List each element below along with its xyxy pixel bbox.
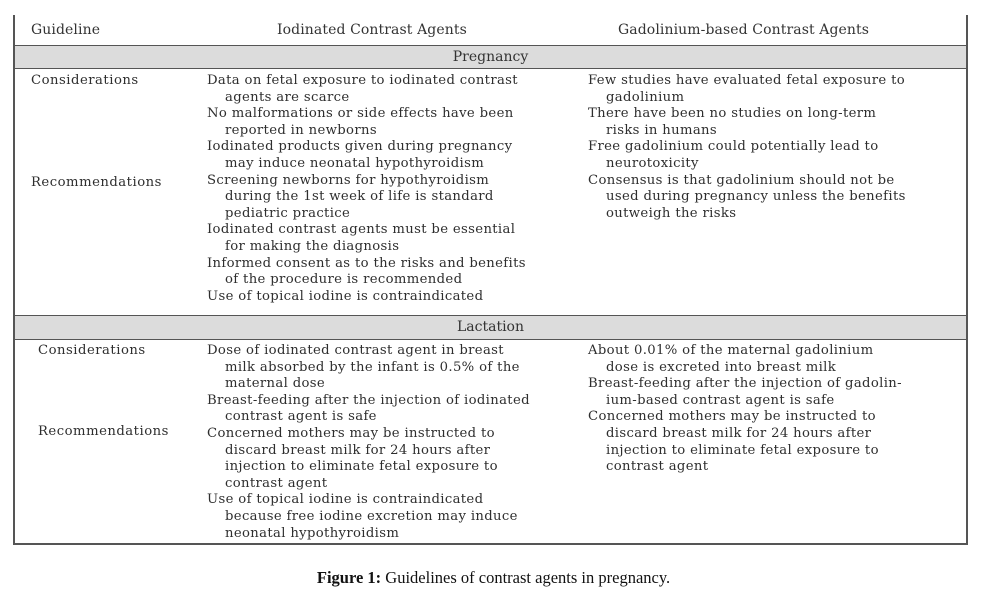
guideline-text-line: dose is excreted into breast milk — [606, 359, 837, 375]
guidelines-table — [13, 15, 968, 545]
figure-caption-label: Figure 1: — [316, 568, 382, 587]
guideline-entry — [207, 492, 530, 542]
guideline-entry — [207, 222, 526, 255]
guideline-entry — [588, 73, 906, 106]
guideline-text-line: agents are scarce — [225, 89, 350, 105]
guideline-text-line: Informed consent as to the risks and benefits — [207, 255, 526, 271]
section-title-pregnancy: Pregnancy — [452, 49, 529, 65]
guideline-text-line: Dose of iodinated contrast agent in breast — [207, 343, 504, 358]
guideline-entry — [207, 393, 530, 426]
guideline-text-line: Use of topical iodine is contraindicated — [207, 288, 484, 304]
guideline-text-line: Consensus is that gadolinium should not be — [588, 172, 895, 188]
guideline-entry — [588, 106, 906, 139]
guideline-text-line: outweigh the risks — [606, 205, 737, 221]
guideline-text-line: reported in newborns — [225, 122, 377, 138]
figure-caption — [0, 568, 987, 588]
guideline-text-line: risks in humans — [606, 122, 718, 138]
guideline-text-line: Concerned mothers may be instructed to — [588, 409, 876, 425]
section-title-lactation: Lactation — [456, 319, 524, 335]
guideline-entry — [207, 73, 526, 106]
lactation-considerations-label: Considerations — [38, 343, 146, 358]
guideline-text-line: neonatal hypothyroidism — [225, 525, 400, 541]
lactation-iodinated-cell — [207, 343, 530, 542]
guideline-entry — [207, 173, 526, 223]
guideline-text-line: Screening newborns for hypothyroidism — [207, 172, 490, 188]
guideline-text-line: discard breast milk for 24 hours after — [225, 442, 491, 458]
section-band-pregnancy — [15, 45, 966, 69]
guideline-text-line: Data on fetal exposure to iodinated contrast — [207, 73, 518, 88]
guideline-text-line: maternal dose — [225, 376, 326, 392]
figure-caption-text: Guidelines of contrast agents in pregnancy. — [381, 568, 671, 587]
guideline-text-line: Breast-feeding after the injection of gadolin- — [588, 376, 902, 392]
guideline-text-line: Concerned mothers may be instructed to — [207, 425, 495, 441]
guideline-text-line: ium-based contrast agent is safe — [606, 392, 835, 408]
guideline-text-line: because free iodine excretion may induce — [225, 508, 518, 524]
guideline-text-line: Breast-feeding after the injection of iodinated — [207, 392, 530, 408]
lactation-gadolinium-cell — [588, 343, 902, 476]
guideline-text-line: discard breast milk for 24 hours after — [606, 425, 872, 441]
guideline-text-line: during the 1st week of life is standard — [225, 189, 494, 205]
guideline-text-line: contrast agent is safe — [225, 409, 377, 425]
guideline-text-line: of the procedure is recommended — [225, 272, 463, 288]
guideline-entry — [207, 139, 526, 172]
guideline-text-line: Iodinated contrast agents must be essential — [207, 222, 516, 238]
pregnancy-iodinated-cell — [207, 73, 526, 305]
guideline-text-line: for making the diagnosis — [225, 238, 400, 254]
header-gadolinium: Gadolinium-based Contrast Agents — [618, 22, 870, 38]
header-guideline: Guideline — [31, 22, 101, 38]
guideline-text-line: milk absorbed by the infant is 0.5% of the — [225, 359, 520, 375]
guideline-text-line: used during pregnancy unless the benefits — [606, 189, 906, 205]
guideline-entry — [588, 409, 902, 475]
guideline-entry — [207, 343, 530, 393]
guideline-text-line: injection to eliminate fetal exposure to — [225, 459, 498, 475]
guideline-entry — [588, 139, 906, 172]
guideline-entry — [207, 289, 526, 306]
section-band-lactation — [15, 315, 966, 340]
guideline-text-line: Iodinated products given during pregnancy — [207, 139, 513, 155]
guideline-entry — [588, 376, 902, 409]
guideline-text-line: gadolinium — [606, 89, 685, 105]
guideline-text-line: neurotoxicity — [606, 155, 699, 171]
guideline-text-line: No malformations or side effects have been — [207, 106, 514, 122]
guideline-entry — [207, 426, 530, 492]
guideline-text-line: About 0.01% of the maternal gadolinium — [588, 343, 874, 358]
guideline-entry — [588, 173, 906, 223]
guideline-text-line: injection to eliminate fetal exposure to — [606, 442, 879, 458]
guideline-text-line: may induce neonatal hypothyroidism — [225, 155, 485, 171]
lactation-recommendations-label: Recommendations — [38, 424, 169, 439]
guideline-entry — [588, 343, 902, 376]
guideline-text-line: Use of topical iodine is contraindicated — [207, 492, 484, 508]
guideline-text-line: contrast agent — [225, 475, 328, 491]
guideline-text-line: contrast agent — [606, 459, 709, 475]
guideline-text-line: There have been no studies on long-term — [588, 106, 877, 122]
pregnancy-gadolinium-cell — [588, 73, 906, 222]
pregnancy-recommendations-label: Recommendations — [31, 175, 162, 190]
guideline-entry — [207, 106, 526, 139]
pregnancy-considerations-label: Considerations — [31, 73, 139, 88]
guideline-text-line: Few studies have evaluated fetal exposure to — [588, 73, 906, 88]
guideline-entry — [207, 256, 526, 289]
header-iodinated: Iodinated Contrast Agents — [277, 22, 467, 38]
guideline-text-line: Free gadolinium could potentially lead to — [588, 139, 879, 155]
guideline-text-line: pediatric practice — [225, 205, 351, 221]
